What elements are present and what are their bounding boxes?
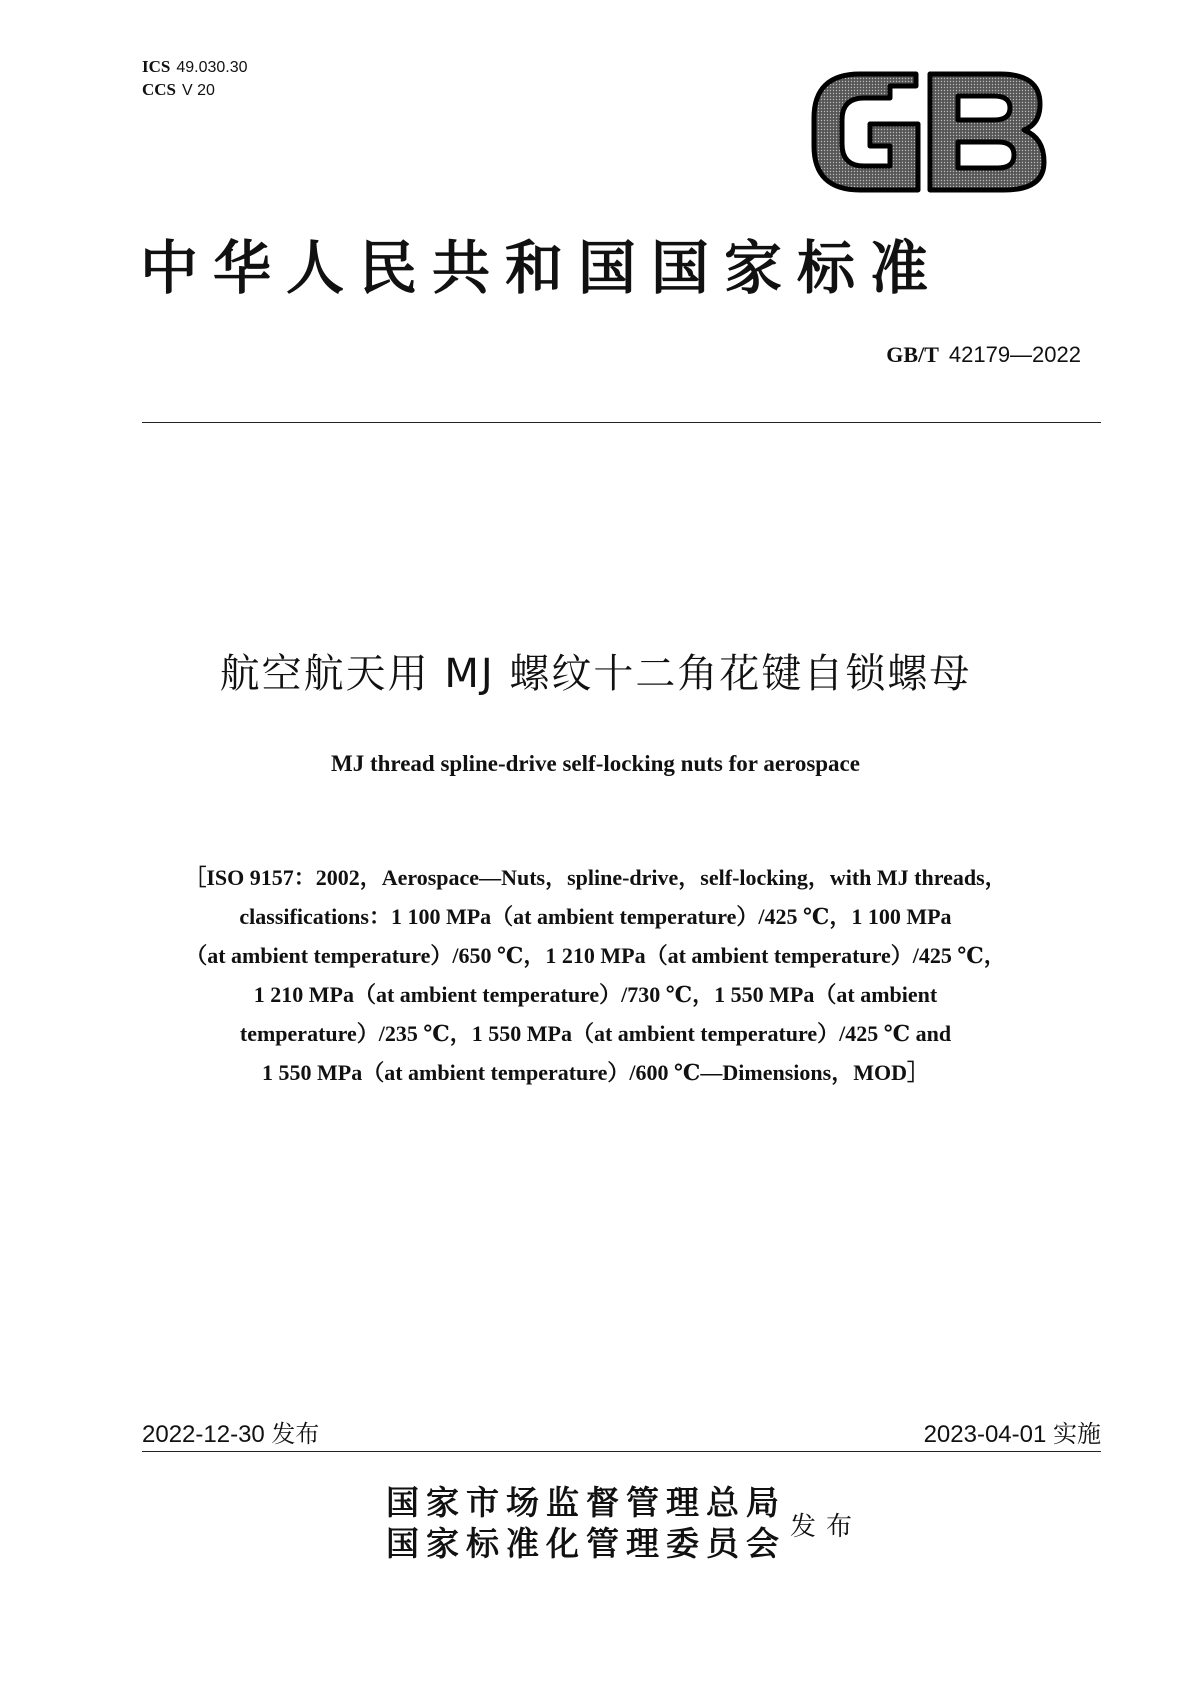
title-english: MJ thread spline-drive self-locking nuts for aerospace (331, 751, 860, 776)
ics-label: ICS (142, 57, 171, 76)
iso-reference-line: classifications：1 100 MPa（at ambient temperature）/425 ℃，1 100 MPa (239, 904, 952, 929)
gb-logo-graphic (808, 68, 1048, 196)
ccs-code (142, 79, 248, 102)
implementation-date: 2023-04-01 实施 (923, 1421, 1101, 1448)
header-divider (142, 422, 1101, 423)
ics-code (142, 56, 248, 79)
date-row (142, 1414, 1101, 1448)
classification-codes (142, 56, 248, 102)
issue-label: 发布 (790, 1512, 863, 1542)
standard-number (886, 342, 1081, 368)
iso-reference (120, 858, 1071, 1092)
iso-reference-line: 1 550 MPa（at ambient temperature）/600 ℃—Dimensions，MOD］ (262, 1060, 929, 1085)
iso-reference-line: ［ISO 9157：2002，Aerospace—Nuts，spline-drive，self-locking，with MJ threads， (184, 865, 1007, 890)
ccs-label: CCS (142, 80, 177, 99)
iso-reference-line: temperature）/235 ℃，1 550 MPa（at ambient temperature）/425 ℃ and (239, 1021, 952, 1046)
footer-divider (142, 1451, 1101, 1452)
ccs-value: V 20 (182, 82, 215, 99)
title-chinese: 航空航天用 MJ 螺纹十二角花键自锁螺母 (219, 651, 972, 697)
publisher-sac: 国家标准化管理委员会 (386, 1524, 786, 1563)
ics-value: 49.030.30 (176, 59, 248, 76)
publisher-samr: 国家市场监督管理总局 (386, 1483, 786, 1522)
iso-reference-line: 1 210 MPa（at ambient temperature）/730 ℃，1 550 MPa（at ambient (253, 982, 938, 1007)
gb-logo (808, 68, 1048, 196)
national-standard-heading: 中华人民共和国国家标准 (140, 234, 944, 302)
publish-date: 2022-12-30 发布 (142, 1421, 320, 1448)
publishing-authorities (386, 1482, 786, 1564)
standard-number-prefix: GB/T (886, 342, 939, 367)
iso-reference-line: （at ambient temperature）/650 ℃，1 210 MPa（at ambient temperature）/425 ℃， (185, 943, 1006, 968)
standard-number-value: 42179—2022 (948, 342, 1081, 367)
